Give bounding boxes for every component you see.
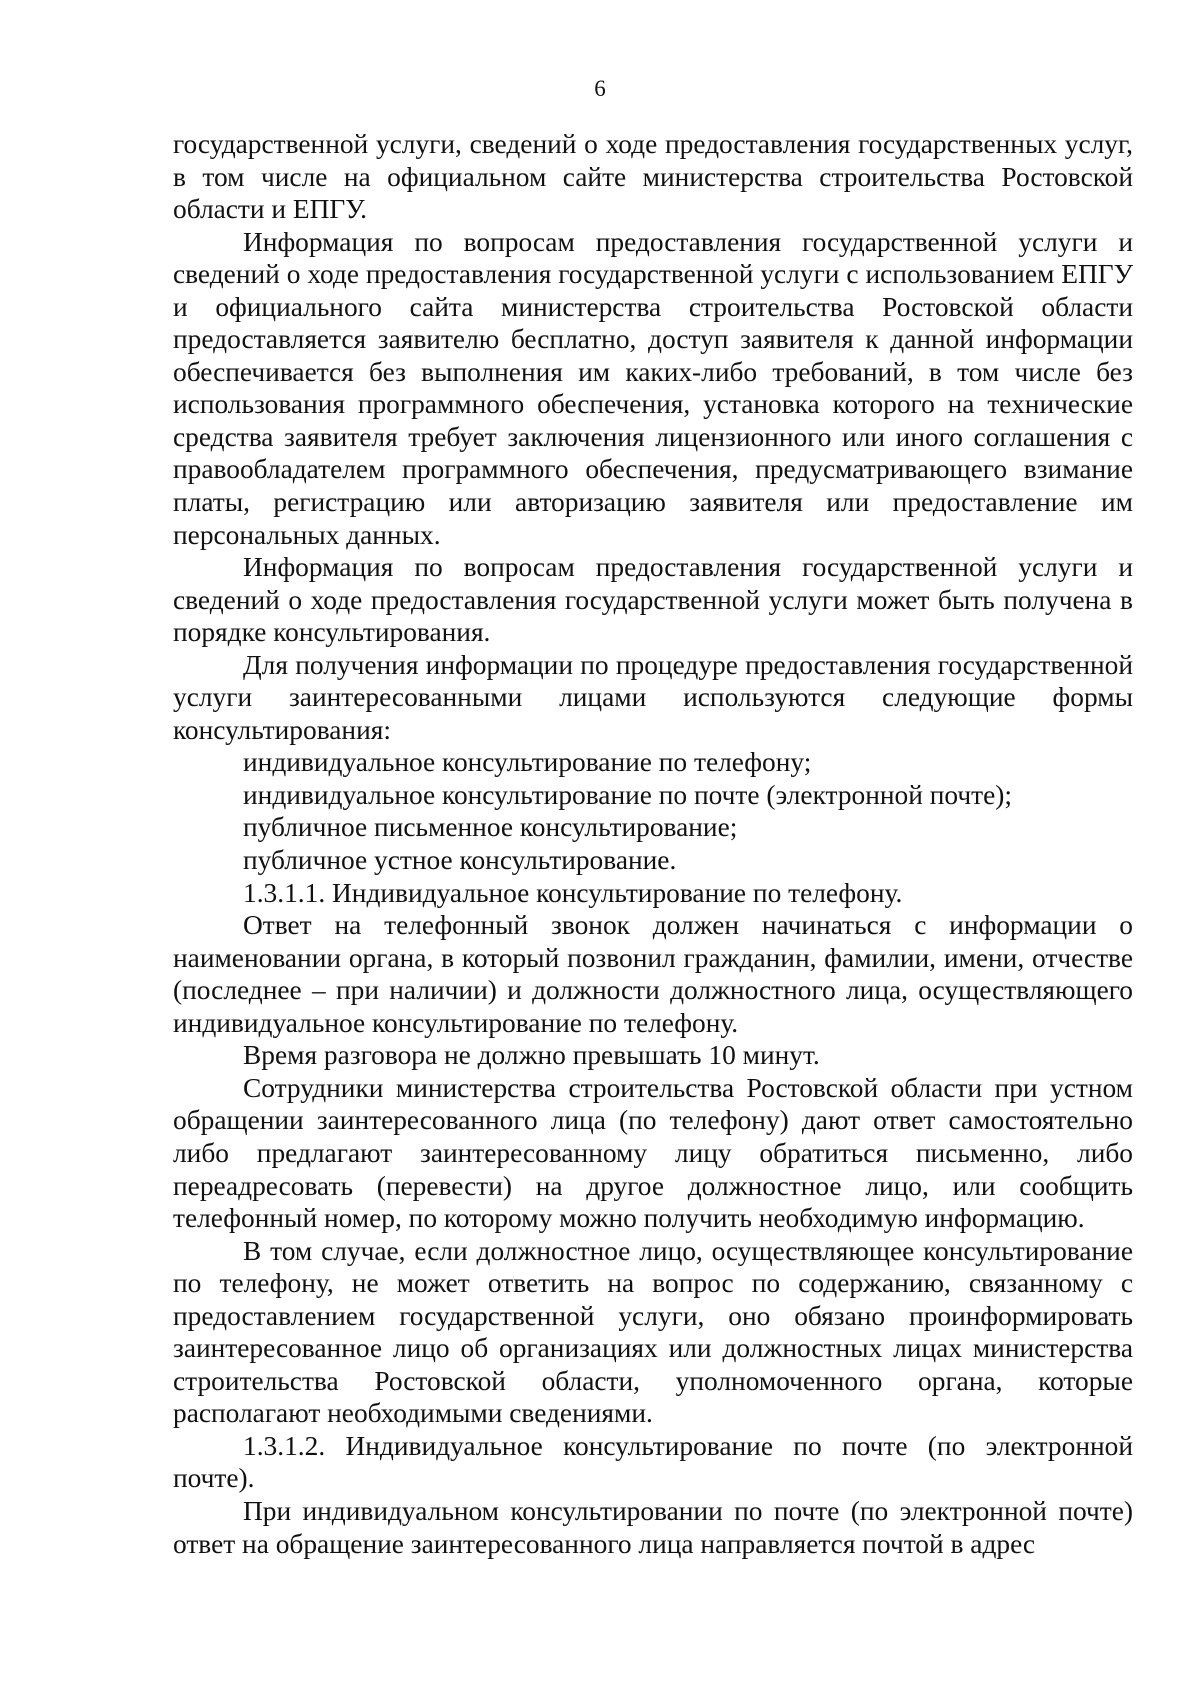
document-body: [173, 128, 1133, 1560]
paragraph: Информация по вопросам предоставления государственной услуги и сведений о ходе предоставления государственной услуги с использованием ЕПГУ и официального сайта министерства строительства Ростовской области предоставляется заявителю бесплатно, доступ заявителя к данной информации обеспечивается без выполнения им каких-либо требований, в том числе без использования программного обеспечения, установка которого на технические средства заявителя требует заключения лицензионного или иного соглашения с правообладателем программного обеспечения, предусматривающего взимание платы, регистрацию или авторизацию заявителя или предоставление им персональных данных.: [173, 226, 1133, 550]
paragraph: Для получения информации по процедуре предоставления государственной услуги заинтересованными лицами используются следующие формы консультирования:: [173, 649, 1133, 745]
paragraph: В том случае, если должностное лицо, осуществляющее консультирование по телефону, не может ответить на вопрос по содержанию, связанному с предоставлением государственной услуги, оно обязано проинформировать заинтересованное лицо об организациях или должностных лицах министерства строительства Ростовской области, уполномоченного органа, которые располагают необходимыми сведениями.: [173, 1235, 1133, 1429]
section-heading: 1.3.1.1. Индивидуальное консультирование по телефону.: [243, 877, 903, 908]
section-heading: 1.3.1.2. Индивидуальное консультирование по почте (по электронной почте).: [173, 1430, 1133, 1494]
paragraph: Сотрудники министерства строительства Ростовской области при устном обращении заинтересованного лица (по телефону) дают ответ самостоятельно либо предлагают заинтересованному лицу обратиться письменно, либо переадресовать (перевести) на другое должностное лицо, или сообщить телефонный номер, по которому можно получить необходимую информацию.: [173, 1072, 1133, 1234]
list-item: индивидуальное консультирование по почте (электронной почте);: [243, 779, 1013, 810]
paragraph: Ответ на телефонный звонок должен начинаться с информации о наименовании органа, в который позвонил гражданин, фамилии, имени, отчестве (последнее – при наличии) и должности должностного лица, осуществляющего индивидуальное консультирование по телефону.: [173, 910, 1133, 1038]
page-number: 6: [594, 76, 606, 101]
paragraph: Время разговора не должно превышать 10 минут.: [243, 1040, 820, 1071]
paragraph: Информация по вопросам предоставления государственной услуги и сведений о ходе предоставления государственной услуги может быть получена в порядке консультирования.: [173, 552, 1133, 648]
list-item: публичное письменное консультирование;: [243, 812, 738, 843]
list-item: индивидуальное консультирование по телефону;: [243, 747, 812, 778]
paragraph: государственной услуги, сведений о ходе предоставления государственных услуг, в том числе на официальном сайте министерства строительства Ростовской области и ЕПГУ.: [173, 129, 1133, 225]
paragraph: При индивидуальном консультировании по почте (по электронной почте) ответ на обращение заинтересованного лица направляется почтой в адрес: [173, 1495, 1133, 1559]
list-item: публичное устное консультирование.: [243, 845, 677, 876]
